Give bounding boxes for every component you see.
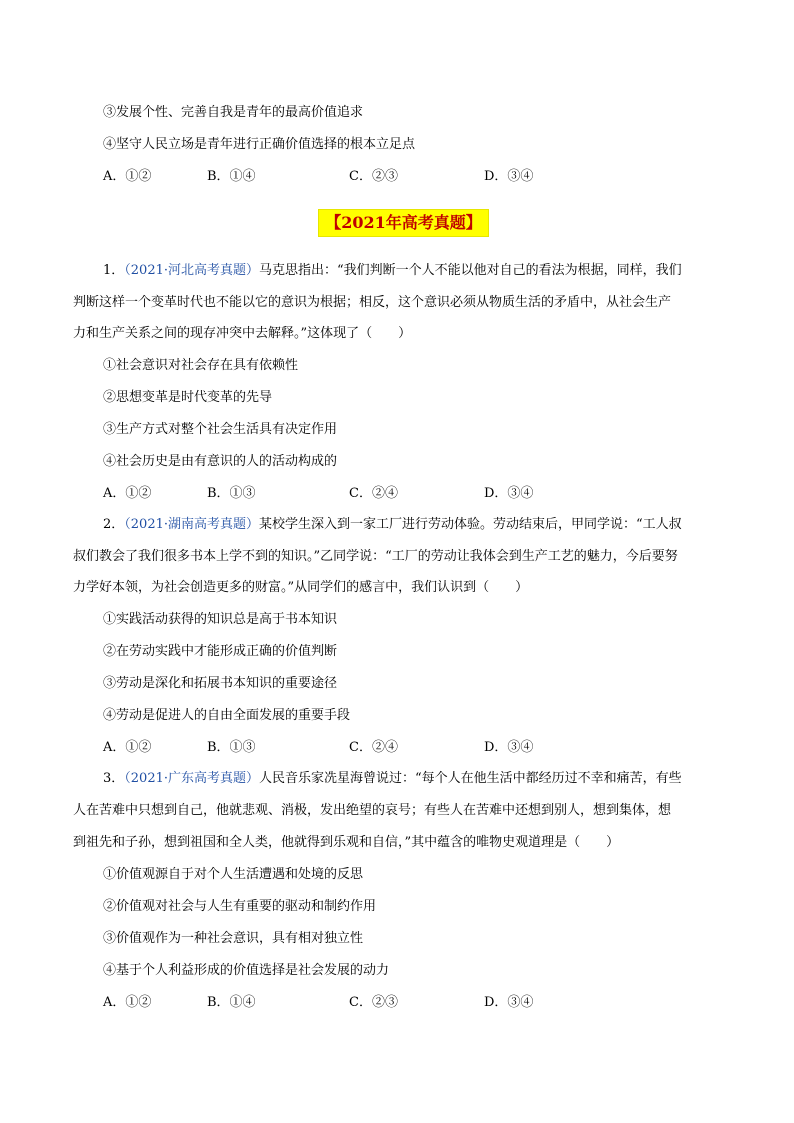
option-a: A．①②	[103, 995, 152, 1010]
q2-stem-line-2: 叔们教会了我们很多书本上学不到的知识。”乙同学说：“工厂的劳动让我体会到生产工艺的魅力，今后要努	[73, 549, 678, 564]
q3-stem-line-3: 到祖先和子孙，想到祖国和全人类，他就得到乐观和自信，”其中蕴含的唯物史观道理是（ ）	[73, 835, 620, 850]
q1-item-3: ③生产方式对整个社会生活具有决定作用	[103, 422, 338, 437]
option-c: C．②③	[349, 169, 398, 184]
q2-item-4: ④劳动是促进人的自由全面发展的重要手段	[103, 708, 351, 723]
q1-item-4: ④社会历史是由有意识的人的活动构成的	[103, 454, 338, 469]
q2-item-2: ②在劳动实践中才能形成正确的价值判断	[103, 644, 338, 659]
q1-number: 1．	[103, 263, 125, 278]
option-a: A．①②	[103, 740, 152, 755]
option-a: A．①②	[103, 486, 152, 501]
q3-item-4: ④基于个人利益形成的价值选择是社会发展的动力	[103, 963, 390, 978]
option-c: C．②③	[349, 995, 398, 1010]
option-d: D．③④	[484, 169, 534, 184]
option-b: B．①④	[207, 995, 256, 1010]
q1-stem-line-3: 力和生产关系之间的现存冲突中去解释。”这体现了（ ）	[73, 326, 412, 341]
q2-stem-line-3: 力学好本领，为社会创造更多的财富。”从同学们的感言中，我们认识到（ ）	[73, 580, 529, 595]
q2-item-3: ③劳动是深化和拓展书本知识的重要途径	[103, 676, 338, 691]
prev-item-3: ③发展个性、完善自我是青年的最高价值追求	[103, 105, 364, 120]
q2-source: （2021·湖南高考真题）	[124, 517, 259, 532]
option-b: B．①③	[207, 740, 256, 755]
prev-item-4: ④坚守人民立场是青年进行正确价值选择的根本立足点	[103, 137, 416, 152]
q3-stem-line-2: 人在苦难中只想到自己，他就悲观、消极，发出绝望的哀号；有些人在苦难中还想到别人，想到集体，想	[73, 803, 672, 818]
q1-stem-text: 马克思指出：“我们判断一个人不能以他对自己的看法为根据，同样，我们	[259, 263, 682, 278]
q2-item-1: ①实践活动获得的知识总是高于书本知识	[103, 612, 338, 627]
q3-item-3: ③价值观作为一种社会意识，具有相对独立性	[103, 931, 364, 946]
q1-item-2: ②思想变革是时代变革的先导	[103, 390, 273, 405]
q3-source: （2021·广东高考真题）	[124, 771, 259, 786]
option-c: C．②④	[349, 740, 398, 755]
section-title: 【2021年高考真题】	[318, 209, 489, 237]
q2-number: 2．	[103, 517, 125, 532]
option-d: D．③④	[484, 995, 534, 1010]
q1-item-1: ①社会意识对社会存在具有依赖性	[103, 358, 299, 373]
q3-number: 3．	[103, 771, 125, 786]
q1-stem-line-2: 判断这样一个变革时代也不能以它的意识为根据；相反，这个意识必须从物质生活的矛盾中，从社会生产	[73, 295, 672, 310]
q3-item-1: ①价值观源自于对个人生活遭遇和处境的反思	[103, 867, 364, 882]
q3-stem-line-1	[103, 769, 682, 789]
option-b: B．①③	[207, 486, 256, 501]
option-c: C．②④	[349, 486, 398, 501]
q3-stem-text: 人民音乐家冼星海曾说过：“每个人在他生活中都经历过不幸和痛苦，有些	[259, 771, 682, 786]
q2-stem-text: 某校学生深入到一家工厂进行劳动体验。劳动结束后，甲同学说：“工人叔	[259, 517, 682, 532]
option-d: D．③④	[484, 740, 534, 755]
q1-stem-line-1	[103, 261, 682, 281]
q2-stem-line-1	[103, 515, 682, 535]
q1-source: （2021·河北高考真题）	[124, 263, 259, 278]
q3-item-2: ②价值观对社会与人生有重要的驱动和制约作用	[103, 899, 377, 914]
option-d: D．③④	[484, 486, 534, 501]
option-b: B．①④	[207, 169, 256, 184]
option-a: A．①②	[103, 169, 152, 184]
